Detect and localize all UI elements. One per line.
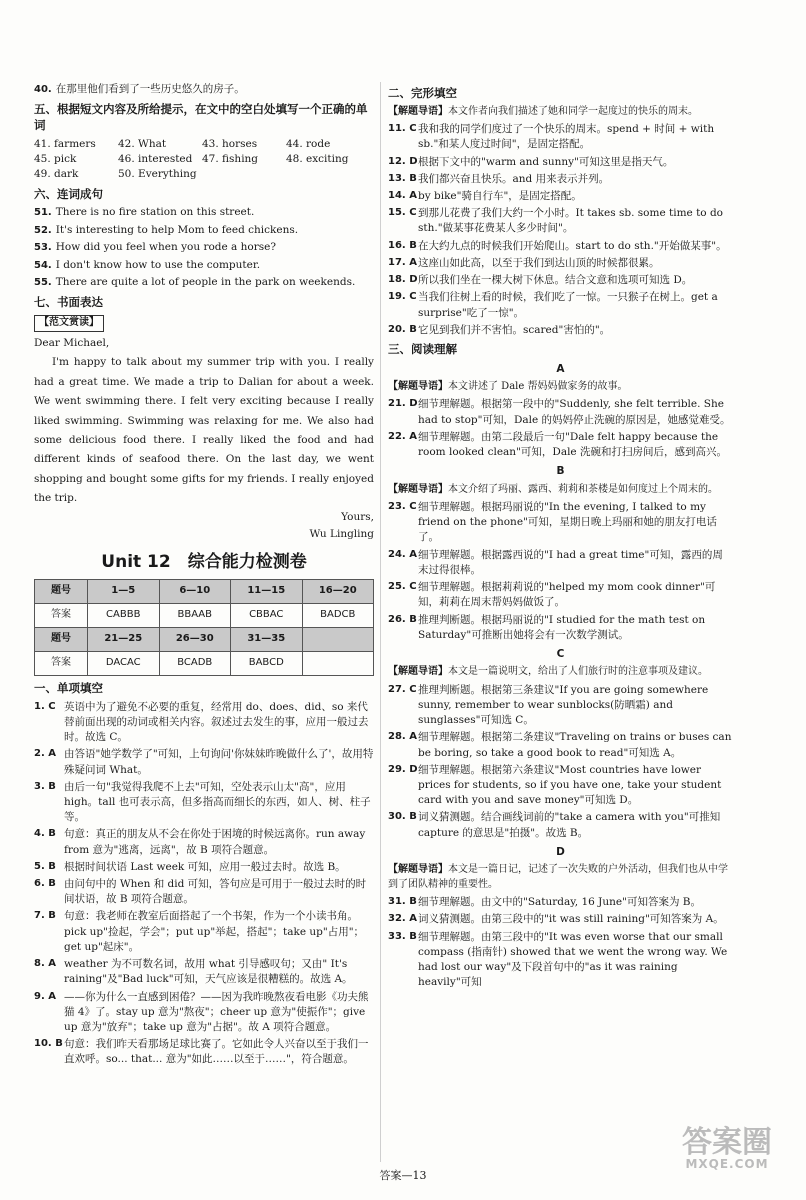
answer-explanation: 细节理解题。根据第二条建议"Traveling on trains or buses can be boring, so take a good book to read"可知选 A。 [418, 731, 732, 759]
watermark-logo: 答案圈 MXQE.COM [682, 1125, 772, 1171]
answer-item [388, 323, 733, 338]
answer-key: 18. D [388, 274, 418, 286]
answer-item [34, 700, 374, 746]
model-essay-label: 【范文赏读】 [34, 315, 104, 332]
sentence-54: 54. I don't know how to use the computer. [34, 258, 261, 271]
table-row: 题号 1—5 6—10 11—15 16—20 [35, 579, 374, 603]
section-7-heading: 七、书面表达 [34, 294, 103, 309]
answer-explanation: 句意：我老师在教室后面搭起了一个书架，作为一个小读书角。pick up"捡起，学会"；put up"举起，搭起"；take up"占用"；get up"起床"。 [64, 910, 365, 953]
answer-key: 15. C [388, 207, 417, 219]
section-6-heading: 六、连词成句 [34, 186, 103, 201]
answer-key: 28. A [388, 731, 417, 743]
part-d-label: D [556, 845, 565, 858]
answer-explanation: 细节理解题。根据玛丽说的"In the evening, I talked to my friend on the phone"可知，星期日晚上玛丽和她的朋友打电话了。 [418, 501, 717, 544]
answer-explanation: 细节理解题。由第三段中的"It was even worse that our small compass (指南针) showed that we went the wrong way. We had lost our way"及下段首句中的"as it was raining heavily"可知 [418, 930, 728, 989]
answer-item [34, 877, 374, 907]
answer-item [388, 500, 733, 546]
table-row: 答案 CABBB BBAAB CBBAC BADCB [35, 603, 374, 627]
table-row: 题号 21—25 26—30 31—35 [35, 627, 374, 651]
answer-key: 11. C [388, 123, 417, 135]
answer-key: 1. C [34, 700, 56, 712]
left-column [34, 82, 374, 1070]
answer-explanation: weather 为不可数名词，故用 what 引导感叹句；又由" It's raining"及"Bad luck"可知，天气应该是很糟糕的。故选 A。 [64, 958, 353, 986]
answer-explanation: 由后一句"我觉得我爬不上去"可知，空处表示山太"高"，应用 high。tall 也可表示高，但多指高而细长的东西，如人、树、柱子等。 [64, 780, 371, 824]
model-essay [34, 334, 374, 544]
answer-item [388, 613, 733, 643]
answer-item [388, 273, 733, 288]
reading-b-list [388, 500, 733, 643]
answer-key: 29. D [388, 763, 418, 775]
guide-d: 【解题导语】本文是一篇日记，记述了一次失败的户外活动，但我们也从中学到了团队精神的重要性。 [388, 864, 728, 890]
answer-key: 13. B [388, 172, 417, 184]
answer-item [388, 730, 733, 760]
single-choice-list [34, 700, 374, 1068]
fill-row: 45. pick 46. interested 47. fishing 48. exciting [34, 153, 349, 166]
answer-item [34, 780, 374, 826]
sentence-55: 55. There are quite a lot of people in the park on weekends. [34, 276, 356, 289]
answer-key: 9. A [34, 990, 56, 1002]
answer-item [34, 747, 374, 777]
reading-a-list [388, 397, 733, 460]
guide-a: 【解题导语】本文讲述了 Dale 帮妈妈做家务的故事。 [388, 380, 628, 392]
answer-explanation: 根据时间状语 Last week 可知，应用一般过去时。故选 B。 [64, 860, 346, 873]
answer-key: 27. C [388, 683, 417, 695]
fill-row: 49. dark 50. Everything [34, 168, 197, 181]
answer-key: 21. D [388, 398, 418, 410]
answer-key: 2. A [34, 748, 56, 760]
answer-item [388, 930, 733, 991]
answer-explanation: 句意：真正的朋友从不会在你处于困境的时候远离你。run away from 意为"逃离，远离"，故 B 项符合题意。 [64, 828, 366, 856]
answer-key: 24. A [388, 548, 417, 560]
answer-item [388, 912, 733, 927]
table-row: 答案 DACAC BCADB BABCD [35, 651, 374, 675]
answer-key: 22. A [388, 430, 417, 442]
answer-explanation: 它见到我们并不害怕。scared"害怕的"。 [418, 323, 611, 336]
answer-key: 14. A [388, 190, 417, 202]
answer-item [388, 290, 733, 320]
answer-key: 3. B [34, 780, 56, 792]
answer-item [388, 397, 733, 427]
answer-item [388, 580, 733, 610]
answer-explanation: 细节理解题。根据第一段中的"Suddenly, she felt terrible. She had to stop"可知，Dale 的妈妈停止洗碗的原因是，她感觉难受。 [418, 398, 731, 426]
answer-item [388, 895, 733, 910]
answer-key: 23. C [388, 501, 417, 512]
answer-explanation: 我和我的同学们度过了一个快乐的周末。spend + 时间 + with sb."和某人度过时间"，是固定搭配。 [418, 123, 715, 151]
signature: Wu Lingling [309, 528, 374, 541]
reading-c-list [388, 683, 733, 841]
section-1-heading: 一、单项填空 [34, 680, 103, 695]
answer-item [388, 548, 733, 578]
answer-item [34, 827, 374, 857]
guide-cloze: 【解题导语】本文作者向我们描述了她和同学一起度过的快乐的周末。 [388, 105, 698, 117]
answer-key: 17. A [388, 256, 417, 268]
answer-table [34, 579, 374, 676]
answer-key: 19. C [388, 291, 417, 303]
fill-row: 41. farmers 42. What 43. horses 44. rode [34, 137, 331, 150]
answer-explanation: 所以我们坐在一棵大树下休息。结合文意和选项可知选 D。 [418, 274, 693, 287]
answer-item [388, 122, 733, 152]
guide-c: 【解题导语】本文是一篇说明文，给出了人们旅行时的注意事项及建议。 [388, 666, 708, 678]
answer-explanation: 句意：我们昨天看那场足球比赛了。它如此令人兴奋以至于我们一直欢呼。so... that... 意为"如此……以至于……"，符合题意。 [64, 1038, 369, 1066]
answer-explanation: 推理判断题。根据第三条建议"If you are going somewhere sunny, remember to wear sunblocks(防晒霜) and sunglasses"可知选 C。 [418, 683, 709, 727]
answer-explanation: ——你为什么一直感到困倦？——因为我昨晚熬夜看电影《功夫熊猫 4》了。stay up 意为"熬夜"；cheer up 意为"使振作"；give up 意为"放弃"；take up 意为"占据"。故 A 项符合题意。 [64, 990, 369, 1034]
sentence-51: 51. There is no fire station on this street. [34, 206, 255, 219]
closing: Yours, [341, 510, 374, 523]
sentence-52: 52. It's interesting to help Mom to feed chickens. [34, 223, 299, 236]
answer-explanation: 我们都兴奋且快乐。and 用来表示并列。 [418, 172, 610, 185]
column-divider [380, 82, 381, 1162]
answer-key: 30. B [388, 811, 417, 823]
answer-explanation: 推理判断题。根据玛丽说的"I studied for the math test on Saturday"可推断出她将会有一次数学测试。 [418, 613, 706, 641]
answer-explanation: 细节理解题。由第二段最后一句"Dale felt happy because the room looked clean"可知，Dale 洗碗和打扫房间后，感到高兴。 [418, 430, 727, 459]
cloze-list [388, 122, 733, 338]
answer-explanation: 由答语"她学数学了"可知，上句询问'你妹妹昨晚做什么了'，故用特殊疑问词 What。 [64, 748, 374, 776]
answer-key: 31. B [388, 896, 417, 908]
answer-key: 26. B [388, 613, 417, 625]
answer-explanation: 当我们往树上看的时候，我们吃了一惊。一只猴子在树上。get a surprise"吃了一惊"。 [418, 291, 718, 319]
answer-item [388, 256, 733, 271]
answer-item [388, 155, 733, 170]
answer-key: 33. B [388, 930, 417, 942]
answer-key: 7. B [34, 910, 56, 922]
answer-explanation: 英语中为了避免不必要的重复，经常用 do、does、did、so 来代替前面出现的动词或相关内容。叙述过去发生的事，应用一般过去时。故选 C。 [64, 700, 369, 744]
question-40: 40. 在那里他们看到了一些历史悠久的房子。 [34, 83, 245, 95]
answer-item [388, 683, 733, 729]
sentence-53: 53. How did you feel when you rode a horse? [34, 241, 276, 254]
answer-item [34, 957, 374, 987]
answer-key: 16. B [388, 239, 417, 251]
part-b-label: B [556, 465, 565, 478]
part-c-label: C [556, 647, 565, 660]
part-a-label: A [556, 362, 565, 375]
answer-item [388, 206, 733, 236]
salutation: Dear Michael, [34, 336, 110, 349]
answer-item [388, 810, 733, 840]
answer-key: 12. D [388, 155, 418, 167]
answer-item [34, 990, 374, 1036]
answer-explanation: 根据下文中的"warm and sunny"可知这里是指天气。 [418, 155, 674, 168]
answer-key: 32. A [388, 913, 417, 925]
answer-explanation: 词义猜测题。结合画线词前的"take a camera with you"可推知 capture 的意思是"拍摄"。故选 B。 [418, 811, 721, 839]
answer-item [388, 189, 733, 204]
right-column [388, 82, 733, 992]
answer-key: 4. B [34, 828, 56, 840]
answer-item [34, 1037, 374, 1067]
essay-body: I'm happy to talk about my summer trip with you. I really had a great time. We made a trip to Dalian for about a week. We went swimming there. I felt very exciting because I really liked swimming. Swimming was relaxing for me. We also had some delicious food there. I really liked the food and had different kinds of seafood there. On the last day, we went shopping and bought some gifts for my friends. I really enjoyed the trip. [34, 356, 374, 505]
guide-b: 【解题导语】本文介绍了玛丽、露西、莉莉和茶楼是如何度过上个周末的。 [388, 483, 718, 495]
answer-explanation: 在大约九点的时候我们开始爬山。start to do sth."开始做某事"。 [418, 239, 727, 252]
section-2-heading: 二、完形填空 [388, 86, 457, 100]
reading-d-list [388, 895, 733, 990]
answer-explanation: 这座山如此高，以至于我们到达山顶的时候都很累。 [418, 256, 660, 269]
answer-key: 6. B [34, 878, 56, 890]
answer-key: 10. B [34, 1038, 63, 1050]
answer-key: 8. A [34, 958, 56, 970]
answer-item [34, 860, 374, 875]
answer-item [388, 763, 733, 809]
answer-item [388, 239, 733, 254]
unit-title: Unit 12 综合能力检测卷 [101, 552, 307, 573]
page-footer: 答案—13 [379, 1169, 427, 1182]
answer-explanation: by bike"骑自行车"，是固定搭配。 [418, 190, 582, 203]
answer-explanation: 细节理解题。根据莉莉说的"helped my mom cook dinner"可知，莉莉在周末帮妈妈做饭了。 [418, 581, 716, 609]
answer-explanation: 细节理解题。由文中的"Saturday, 16 June"可知答案为 B。 [418, 896, 702, 909]
section-3-heading: 三、阅读理解 [388, 342, 457, 357]
section-5-heading: 五、根据短文内容及所给提示，在文中的空白处填写一个正确的单词 [34, 101, 368, 133]
answer-explanation: 词义猜测题。由第三段中的"it was still raining"可知答案为 A。 [418, 913, 724, 926]
answer-key: 25. C [388, 581, 417, 593]
answer-explanation: 由问句中的 When 和 did 可知，答句应是可用于一般过去时的时间状语，故 B 项符合题意。 [64, 878, 367, 906]
answer-explanation: 到那儿花费了我们大约一个小时。It takes sb. some time to do sth."做某事花费某人多少时间"。 [418, 207, 723, 235]
answer-item [388, 430, 733, 460]
answer-key: 20. B [388, 323, 417, 335]
answer-explanation: 细节理解题。根据露西说的"I had a great time"可知，露西的周末过得很棒。 [418, 548, 723, 576]
answer-explanation: 细节理解题。根据第六条建议"Most countries have lower prices for students, so if you have one, take your student card with you and save money"可知选 D。 [418, 763, 722, 807]
answer-item [34, 909, 374, 955]
answer-key: 5. B [34, 860, 56, 872]
answer-item [388, 172, 733, 187]
